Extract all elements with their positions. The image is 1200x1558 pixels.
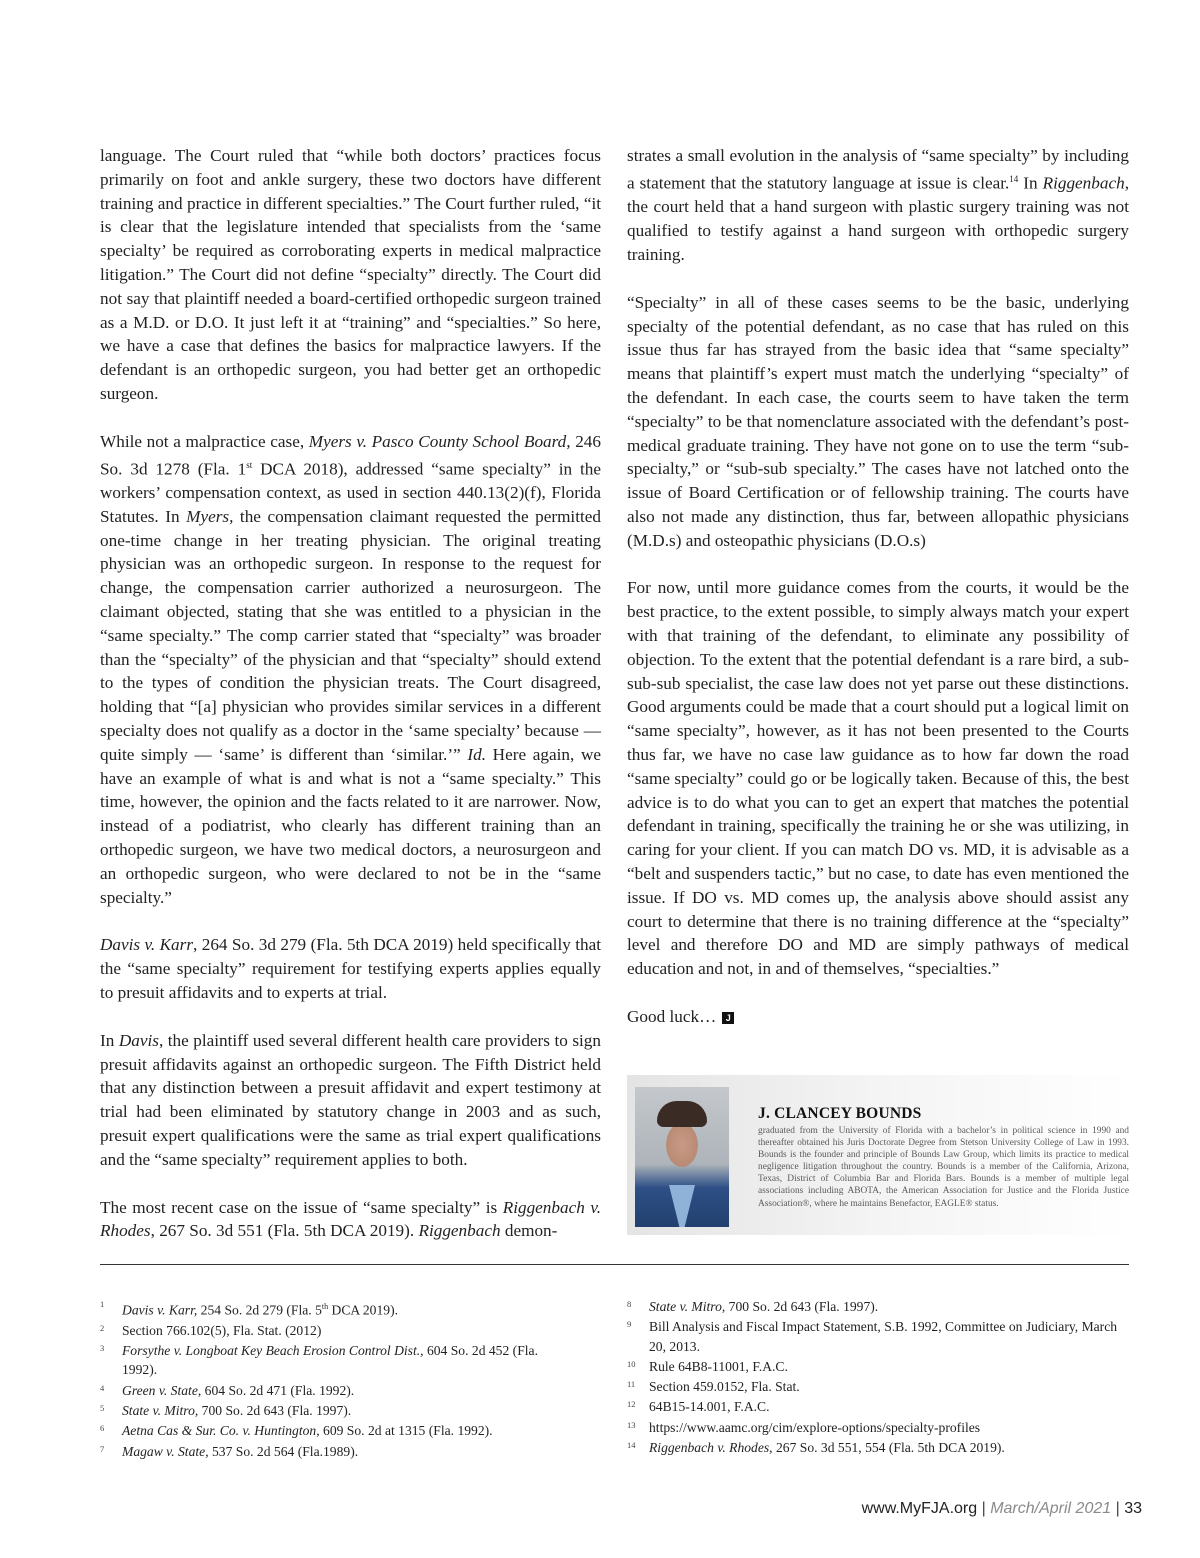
footnote-text: , 604 So. 2d 471 (Fla. 1992).	[197, 1382, 355, 1398]
footnote-text: Bill Analysis and Fiscal Impact Statement, S.B. 1992, Committee on Judiciary, March 20, 2013.	[649, 1319, 1118, 1354]
footnote-number: 13	[627, 1419, 636, 1430]
page-footer	[862, 1500, 1142, 1518]
footnote-number: 7	[100, 1443, 105, 1454]
text-run: , the court held that a hand surgeon with plastic surgery training was not qualified to testify against a hand surgeon with orthopedic surgery training.	[627, 173, 1129, 264]
case-citation: Riggenbach	[1042, 173, 1125, 193]
footnote-number: 11	[627, 1379, 636, 1390]
case-citation: Riggenbach v. Rhodes	[100, 1197, 602, 1241]
paragraph: “Specialty” in all of these cases seems to be the basic, underlying specialty of the potential defendant, as no case that has ruled on this issue thus far has strayed from the basic idea that “same specialty” means that plaintiff’s expert must match the underlying “specialty” of the defendant. In each case, the courts seem to have taken the term “specialty” to be that nomenclature associated with the defendant’s post-medical graduate training. They have not gone on to use the term “sub-specialty,” or “sub-sub specialty.” The cases have not latched onto the issue of Board Certification or of fellowship training. The courts have also not made any distinction, thus far, between allopathic physicians (M.D.s) and osteopathic physicians (D.O.s)	[627, 292, 1129, 550]
paragraph	[627, 144, 1129, 267]
paragraph	[100, 1196, 601, 1244]
text-run: In	[100, 1030, 119, 1050]
text-run: DCA 2018), addressed “same specialty” in the workers’ compensation context, as used in section 440.13(2)(f), Florida Statutes. In	[100, 459, 602, 526]
author-photo	[635, 1087, 729, 1227]
case-citation: Id.	[467, 744, 486, 764]
footnote-text: , 609 So. 2d at 1315 (Fla. 1992).	[316, 1423, 493, 1439]
footnote-text: Section 459.0152, Fla. Stat.	[649, 1379, 800, 1395]
footnote-text: Rule 64B8-11001, F.A.C.	[649, 1358, 788, 1374]
footnote-number: 14	[627, 1440, 636, 1451]
footnote-text: , 604 So. 2d 452 (Fla. 1992).	[122, 1343, 538, 1378]
paragraph	[100, 430, 601, 910]
paragraph: For now, until more guidance comes from the courts, it would be the best practice, to the extent possible, to simply always match your expert with that training of the defendant, to eliminate any possibility of objection. To the extent that the potential defendant is a rare bird, a sub-sub-sub specialist, the case law does not yet parse out these distinctions. Good arguments could be made that a court should put a logical limit on “same specialty”, however, as it has not been presented to the Courts thus far, we have no case law guidance as to how far down the road “same specialty” could go or be logically taken. Because of this, the best advice is to do what you can to get an expert that matches the potential defendant in training, specifically the training he or she was utilizing, in caring for your client. If you can match DO vs. MD, it is advisable as a “belt and suspenders tactic,” but no case, to date has even mentioned the issue. If DO vs. MD comes up, the analysis above should assist any court to determine that there is no training difference at the “specialty” level and therefore DO and MD are simply pathways of medical education and not, in and of themselves, “specialties.”	[627, 578, 1129, 979]
author-bio: graduated from the University of Florida with a bachelor’s in political science in 1990 and thereafter obtained his Juris Doctorate Degree from Stetson University College of Law in 1993. Bounds is the founder and principle of Bounds Law Group, which limits its practice to medical negligence litigation throughout the country. Bounds is a member of the California, Arizona, Texas, District of Columbia Bar and Florida Bars. Bounds is a member of multiple legal associations including ABOTA, the American Association for Justice and the Florida Justice Association®, where he maintains Benefactor, EAGLE® status.	[758, 1126, 1129, 1209]
footnote	[627, 1438, 1129, 1457]
footnote	[627, 1317, 1129, 1356]
footnote-text: DCA 2019).	[328, 1302, 399, 1318]
footnote	[627, 1377, 1129, 1396]
footnote	[100, 1297, 570, 1320]
photo-detail	[669, 1185, 695, 1227]
text-run: the compensation claimant requested the permitted one-time change in her treating physician. The original treating physician was an orthopedic surgeon. In response to the request for change, the compensation carrier authorized a neurosurgeon. The claimant objected, stating that she was entitled to a physician in the “same specialty.” The comp carrier stated that “specialty” was broader than the “specialty” of the physician and that “specialty” should extend to the types of condition the physician treats. The Court disagreed, holding that “[a] physician who provides similar services in a different specialty does not qualify as a doctor in the ‘same specialty’ because — quite simply — ‘same’ is different than ‘similar.’”	[100, 506, 601, 764]
footnote	[100, 1401, 570, 1420]
footer-separator: |	[977, 1500, 991, 1517]
text-run: Here again, we have an example of what is and what is not a “same specialty.” This time, however, the opinion and the facts related to it are narrower. Now, instead of a podiatrist, who clearly has different training than an orthopedic surgeon, we have two medical doctors, a neurosurgeon and an orthopedic surgeon, who were declared to not be in the “same specialty.”	[100, 744, 602, 907]
footnote-text: 254 So. 2d 279 (Fla. 5	[197, 1302, 322, 1318]
superscript: st	[246, 459, 253, 470]
text-run: In	[1018, 173, 1043, 193]
footnote-ref[interactable]: 14	[1009, 173, 1019, 184]
footnote	[100, 1341, 570, 1380]
case-citation: Davis v. Karr,	[122, 1302, 198, 1318]
case-citation: Myers v. Pasco County School Board,	[308, 431, 571, 451]
footnote-number: 5	[100, 1403, 105, 1414]
footnote-text: 64B15-14.001, F.A.C.	[649, 1399, 770, 1415]
paragraph	[100, 1029, 601, 1172]
case-citation: State v. Mitro	[122, 1403, 195, 1419]
footnote-text: , 267 So. 3d 551, 554 (Fla. 5th DCA 2019).	[769, 1440, 1005, 1456]
case-citation: Aetna Cas & Sur. Co. v. Huntington	[122, 1423, 317, 1439]
footnote-text: , 700 So. 2d 643 (Fla. 1997).	[194, 1403, 352, 1419]
footnote	[100, 1381, 570, 1400]
footnote-number: 8	[627, 1299, 632, 1309]
paragraph	[100, 933, 601, 1004]
footnote	[627, 1357, 1129, 1376]
case-citation: Forsythe v. Longboat Key Beach Erosion Control Dist.	[122, 1343, 421, 1359]
text-run: 246 So. 3d 1278 (Fla. 1	[100, 431, 601, 479]
footnote-number: 4	[100, 1382, 105, 1393]
footnote-number: 9	[627, 1319, 632, 1330]
article-column-left	[100, 144, 601, 1267]
footnote-number: 2	[100, 1322, 105, 1333]
end-of-article-icon: J	[722, 1012, 734, 1024]
photo-detail	[657, 1101, 707, 1127]
footer-separator: |	[1111, 1500, 1125, 1517]
page-number: 33	[1124, 1500, 1142, 1517]
author-bio-box	[627, 1075, 1129, 1235]
footnote-number: 12	[627, 1399, 636, 1410]
footnote	[100, 1421, 570, 1440]
site-link[interactable]: www.MyFJA.org	[861, 1500, 978, 1517]
paragraph: language. The Court ruled that “while both doctors’ practices focus primarily on foot and ankle surgery, these two doctors have different training and practice in different specialties.” The Court further ruled, “it is clear that the legislature intended that specialists from the ‘same specialty’ be required as corroborating experts in medical malpractice litigation.” The Court did not define “specialty” directly. The Court did not say that plaintiff needed a board-certified orthopedic surgeon trained as a M.D. or D.O. It just left it at “training” and “specialties.” So here, we have a case that defines the basics for malpractice lawyers. If the defendant is an orthopedic surgeon, you had better get an orthopedic surgeon.	[100, 146, 601, 403]
case-citation: State v. Mitro	[649, 1299, 722, 1314]
text-run: demon-	[500, 1221, 558, 1241]
footnote	[627, 1418, 1129, 1437]
footnotes-right	[627, 1297, 1129, 1458]
text-run: strates a small evolution in the analysis of “same specialty” by including a statement that the statutory language at issue is clear.	[627, 146, 1129, 193]
footnote-number: 1	[100, 1299, 105, 1309]
footnotes-left	[100, 1297, 570, 1462]
footnote-text: , 700 So. 2d 643 (Fla. 1997).	[721, 1299, 879, 1314]
closing-line	[627, 1005, 1129, 1029]
text-run: , the plaintiff used several different health care providers to sign presuit affidavits against an orthopedic surgeon. The Fifth District held that any distinction between a presuit affidavit and expert testimony at trial had been eliminated by statutory change in 2003 and as such, presuit expert qualifications were the same as trial expert qualifications and the “same specialty” requirement applies to both.	[100, 1030, 601, 1169]
text-run: , 267 So. 3d 551 (Fla. 5th DCA 2019).	[150, 1221, 419, 1241]
footnote	[100, 1321, 570, 1340]
superscript: th	[321, 1302, 329, 1311]
case-citation: Myers,	[186, 506, 234, 526]
footnote-text: Section 766.102(5), Fla. Stat. (2012)	[122, 1322, 322, 1338]
closing-text: Good luck…	[627, 1007, 717, 1027]
author-name: J. CLANCEY BOUNDS	[758, 1105, 922, 1122]
footnote-number: 3	[100, 1343, 105, 1354]
footnote	[627, 1397, 1129, 1416]
text-run: , 264 So. 3d 279 (Fla. 5th DCA 2019) held specifically that the “same specialty” requirement for testifying experts applies equally to presuit affidavits and to experts at trial.	[100, 935, 601, 1003]
case-citation: Magaw v. State	[122, 1443, 206, 1459]
footnote	[627, 1297, 1129, 1316]
case-citation: Davis	[118, 1030, 159, 1050]
case-citation: Riggenbach v. Rhodes	[649, 1440, 770, 1456]
case-citation: Davis v. Karr	[100, 935, 194, 955]
footnote-text: , 537 So. 2d 564 (Fla.1989).	[205, 1443, 359, 1459]
footnote-number: 10	[627, 1358, 636, 1369]
footnote-link[interactable]: https://www.aamc.org/cim/explore-options/specialty-profiles	[649, 1419, 981, 1435]
case-citation: Green v. State	[122, 1382, 198, 1398]
text-run: The most recent case on the issue of “same specialty” is	[100, 1197, 503, 1217]
footnote	[100, 1442, 570, 1461]
article-column-right	[627, 144, 1129, 1053]
footnote-divider	[100, 1264, 1129, 1265]
footnote-number: 6	[100, 1423, 105, 1434]
case-citation: Riggenbach	[418, 1221, 501, 1241]
issue-date: March/April 2021	[990, 1500, 1112, 1517]
text-run: While not a malpractice case,	[100, 431, 309, 451]
